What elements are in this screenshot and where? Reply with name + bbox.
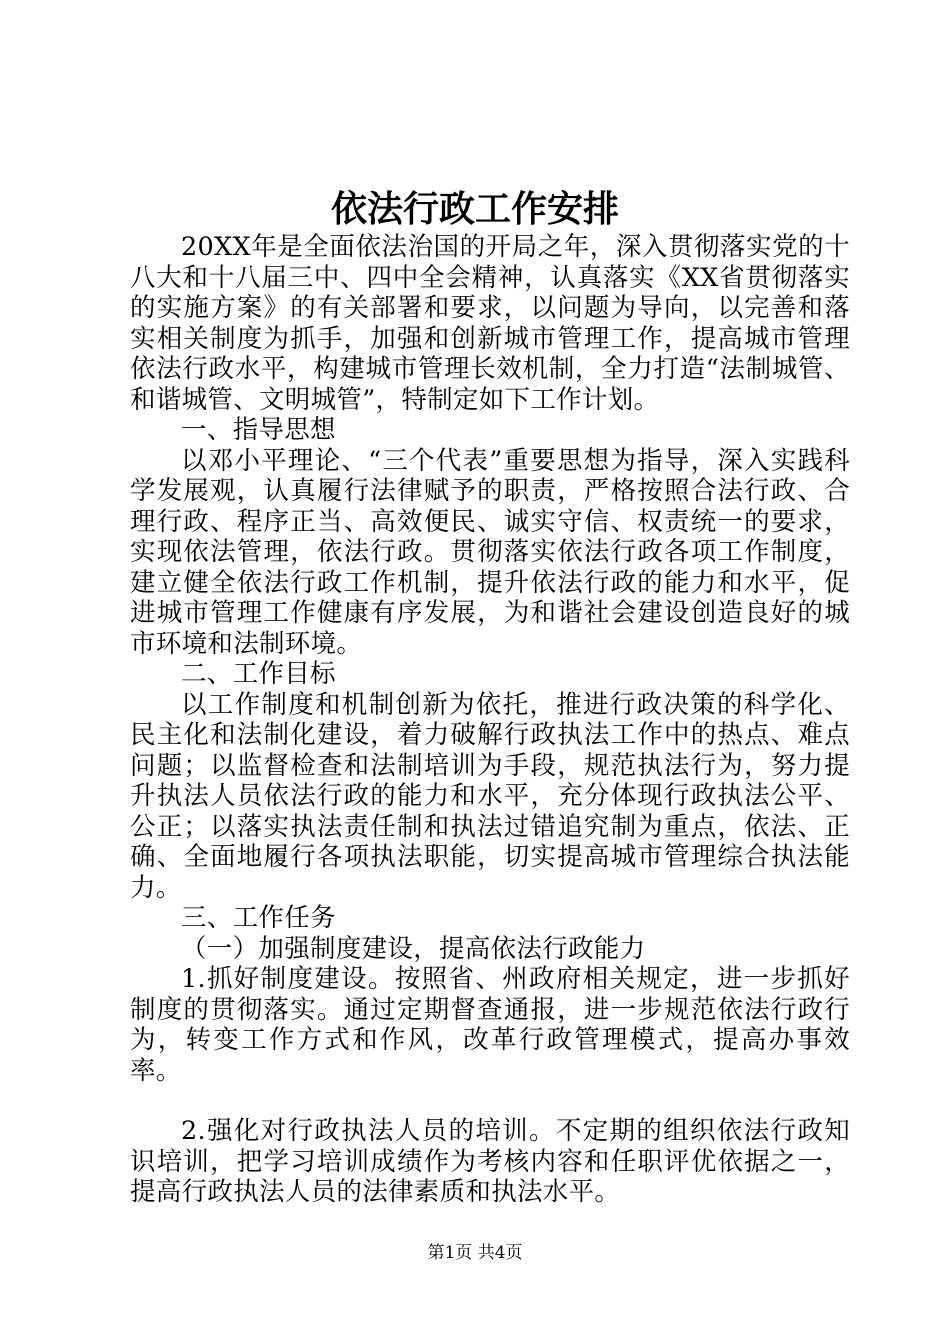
work-goals-paragraph: 以工作制度和机制创新为依托，推进行政决策的科学化、民主化和法制化建设，着力破解行政执法工作中的热点、难点问题；以监督检查和法制培训为手段，规范执法行为，努力提升执法人员依法行政的能力和水平，充分体现行政执法公平、公正；以落实执法责任制和执法过错追究制为重点，依法、正确、全面地履行各项执法职能，切实提高城市管理综合执法能力。 [130, 689, 850, 903]
task-item-1: 1.抓好制度建设。按照省、州政府相关规定，进一步抓好制度的贯彻落实。通过定期督查通报，进一步规范依法行政行为，转变工作方式和作风，改革行政管理模式，提高办事效率。 [130, 964, 850, 1086]
paragraph-gap [130, 1086, 850, 1116]
section-heading-guiding-thought: 一、指导思想 [181, 415, 336, 445]
guiding-thought-paragraph: 以邓小平理论、“三个代表”重要思想为指导，深入实践科学发展观，认真履行法律赋予的职责，严格按照合法行政、合理行政、程序正当、高效便民、诚实守信、权责统一的要求，实现依法管理，依法行政。贯彻落实依法行政各项工作制度，建立健全依法行政工作机制，提升依法行政的能力和水平，促进城市管理工作健康有序发展，为和谐社会建设创造良好的城市环境和法制环境。 [130, 445, 850, 659]
section-heading-work-tasks: 三、工作任务 [181, 903, 336, 933]
page-footer: 第1页 共4页 [427, 1243, 523, 1263]
section-heading-work-goals: 二、工作目标 [181, 659, 336, 689]
document-title: 依法行政工作安排 [330, 188, 619, 230]
task-item-2: 2.强化对行政执法人员的培训。不定期的组织依法行政知识培训，把学习培训成绩作为考核内容和任职评优依据之一，提高行政执法人员的法律素质和执法水平。 [130, 1116, 850, 1207]
intro-paragraph: 20XX年是全面依法治国的开局之年，深入贯彻落实党的十八大和十八届三中、四中全会精神，认真落实《XX省贯彻落实的实施方案》的有关部署和要求，以问题为导向，以完善和落实相关制度为抓手，加强和创新城市管理工作，提高城市管理依法行政水平，构建城市管理长效机制，全力打造“法制城管、和谐城管、文明城管”，特制定如下工作计划。 [130, 232, 850, 415]
subsection-heading-system-building: （一）加强制度建设，提高依法行政能力 [181, 933, 646, 964]
document-body [130, 232, 850, 1208]
